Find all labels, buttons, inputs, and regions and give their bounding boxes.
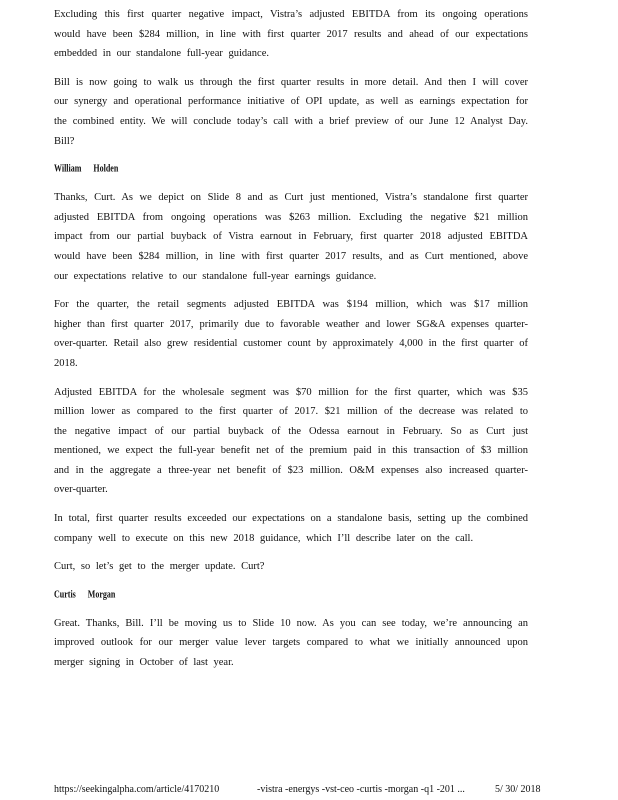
transcript-paragraph: Bill is now going to walk us through the first quarter results in more detail. And then I will cover our synergy and operational performance initiative of OPI update, as well as earnings expectation for the combined entity. We will conclude today’s call with a brief preview of our June 12 Analyst Day. Bill? (54, 76, 528, 147)
footer-article-slug: -vistra -energys -vst-ceo -curtis -morgan -q1 -201 ... (257, 784, 465, 795)
transcript-paragraph: Thanks, Curt. As we depict on Slide 8 and as Curt just mentioned, Vistra’s standalone first quarter adjusted EBITDA from ongoing operations was $263 million. Excluding the negative $21 million impact from our partial buyback of Vistra earnout in February, first quarter 2018 adjusted EBITDA would have been $284 million, in line with first quarter 2017 results, and as Curt mentioned, above our expectations relative to our standalone full-year earnings guidance. (54, 192, 528, 282)
transcript-paragraph: Great. Thanks, Bill. I’ll be moving us to Slide 10 now. As you can see today, we’re announcing an improved outlook for our merger value lever targets compared to what we initially announced upon merger signing in October of last year. (54, 617, 528, 669)
transcript-paragraph: Excluding this first quarter negative impact, Vistra’s adjusted EBITDA from its ongoing operations would have been $284 million, in line with first quarter 2017 results and ahead of our expectations embedded in our standalone full-year guidance. (54, 9, 528, 60)
footer-url[interactable]: https://seekingalpha.com/article/4170210 (54, 784, 220, 795)
transcript-paragraph: In total, first quarter results exceeded our expectations on a standalone basis, setting up the combined company well to execute on this new 2018 guidance, which I’ll describe later on the call. (54, 513, 528, 544)
speaker-name: Curtis Morgan (54, 588, 116, 600)
speaker-name: William Holden (54, 162, 119, 174)
transcript-paragraph: Curt, so let’s get to the merger update. Curt? (54, 561, 265, 573)
footer-date: 5/ 30/ 2018 (495, 784, 541, 795)
transcript-body (54, 5, 528, 682)
transcript-paragraph: Adjusted EBITDA for the wholesale segment was $70 million for the first quarter, which was $35 million lower as compared to the first quarter of 2017. $21 million of the decrease was related to the negative impact of our partial buyback of the Odessa earnout in February. So as Curt just mentioned, we expect the full-year benefit net of the premium paid in this transaction of $3 million and in the aggregate a three-year net benefit of $23 million. O&M expenses also increased quarter-over-quarter. (54, 386, 528, 496)
transcript-paragraph: For the quarter, the retail segments adjusted EBITDA was $194 million, which was $17 million higher than first quarter 2017, primarily due to favorable weather and lower SG&A expenses quarter-over-quarter. Retail also grew residential customer count by approximately 4,000 in the first quarter of 2018. (54, 299, 528, 369)
